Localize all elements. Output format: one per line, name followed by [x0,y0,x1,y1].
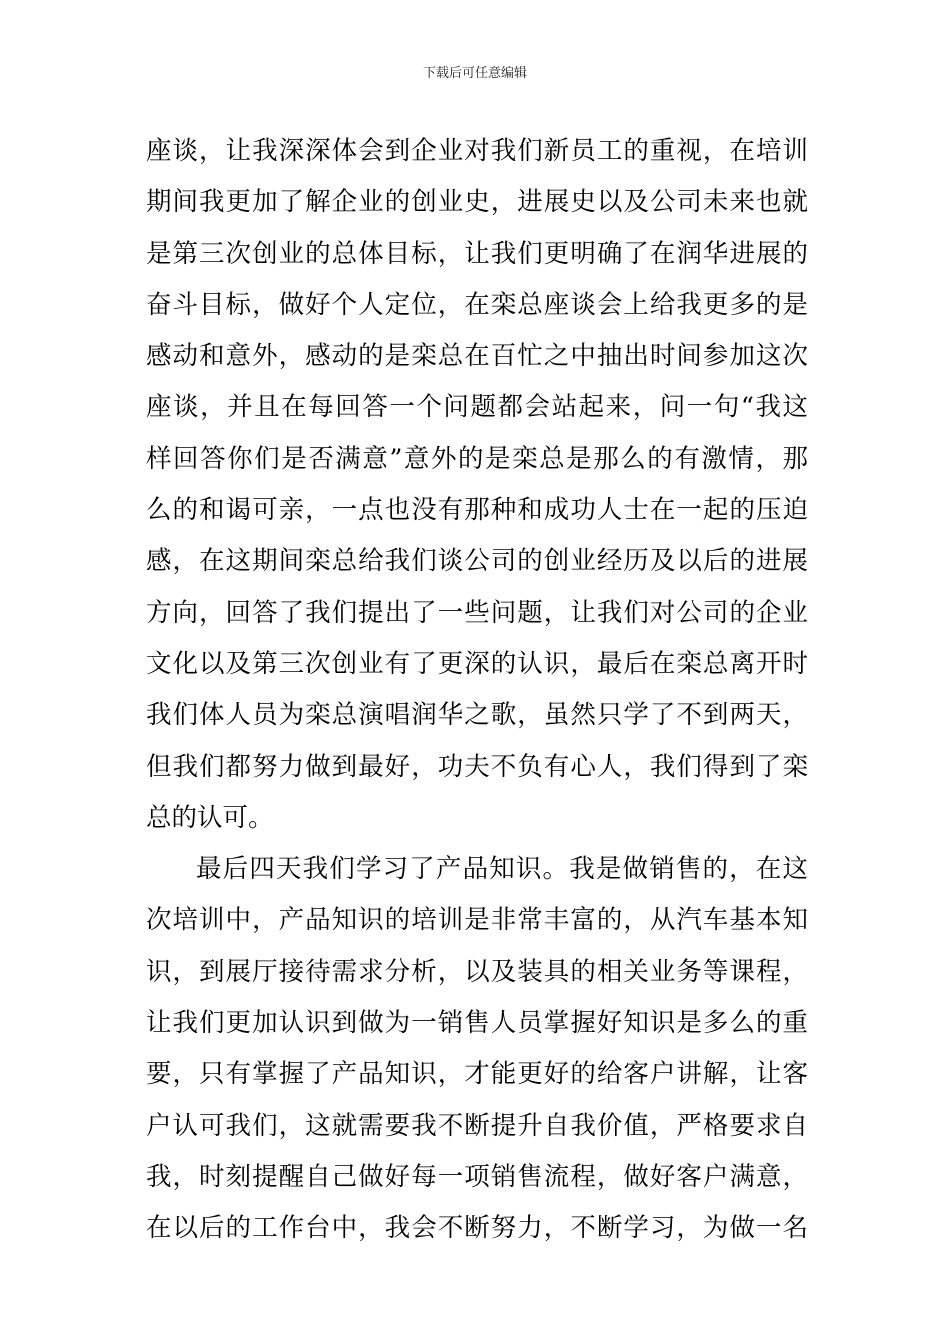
text-line: 我，时刻提醒自己做好每一项销售流程，做好客户满意， [146,1161,808,1192]
text-line: 座谈，并且在每回答一个问题都会站起来，问一句“我这 [146,392,808,423]
text-line: 总的认可。 [146,802,274,833]
text-line: 次培训中，产品知识的培训是非常丰富的，从汽车基本知 [146,905,808,936]
page-header: 下载后可任意编辑 [422,66,527,81]
text-line: 方向，回答了我们提出了一些问题，让我们对公司的企业 [146,597,808,628]
text-line: 识，到展厅接待需求分析，以及装具的相关业务等课程， [146,956,808,987]
text-line: 让我们更加认识到做为一销售人员掌握好知识是多么的重 [146,1008,808,1039]
text-line: 感动和意外，感动的是栾总在百忙之中抽出时间参加这次 [146,341,808,372]
text-line: 座谈，让我深深体会到企业对我们新员工的重视，在培训 [146,136,808,166]
text-line: 奋斗目标，做好个人定位，在栾总座谈会上给我更多的是 [146,289,808,320]
text-line: 样回答你们是否满意”意外的是栾总是那么的有激情，那 [146,443,808,474]
text-line: 文化以及第三次创业有了更深的认识，最后在栾总离开时 [146,648,808,679]
text-line: 要，只有掌握了产品知识，才能更好的给客户讲解，让客 [146,1059,808,1090]
paragraph-2 [146,844,808,1254]
text-line: 么的和谒可亲，一点也没有那种和成功人士在一起的压迫 [146,495,808,526]
text-line: 最后四天我们学习了产品知识。我是做销售的，在这 [196,854,808,885]
text-line: 户认可我们，这就需要我不断提升自我价值，严格要求自 [146,1110,808,1141]
document-body [146,126,808,1255]
text-line: 期间我更加了解企业的创业史，进展史以及公司未来也就 [146,187,808,218]
text-line: 感，在这期间栾总给我们谈公司的创业经历及以后的进展 [146,546,808,577]
text-line: 我们体人员为栾总演唱润华之歌，虽然只学了不到两天， [146,700,808,731]
text-line: 在以后的工作台中，我会不断努力，不断学习，为做一名 [146,1213,808,1244]
paragraph-1 [146,126,808,844]
text-line: 但我们都努力做到最好，功夫不负有心人，我们得到了栾 [146,751,808,782]
text-line: 是第三次创业的总体目标，让我们更明确了在润华进展的 [146,238,808,269]
